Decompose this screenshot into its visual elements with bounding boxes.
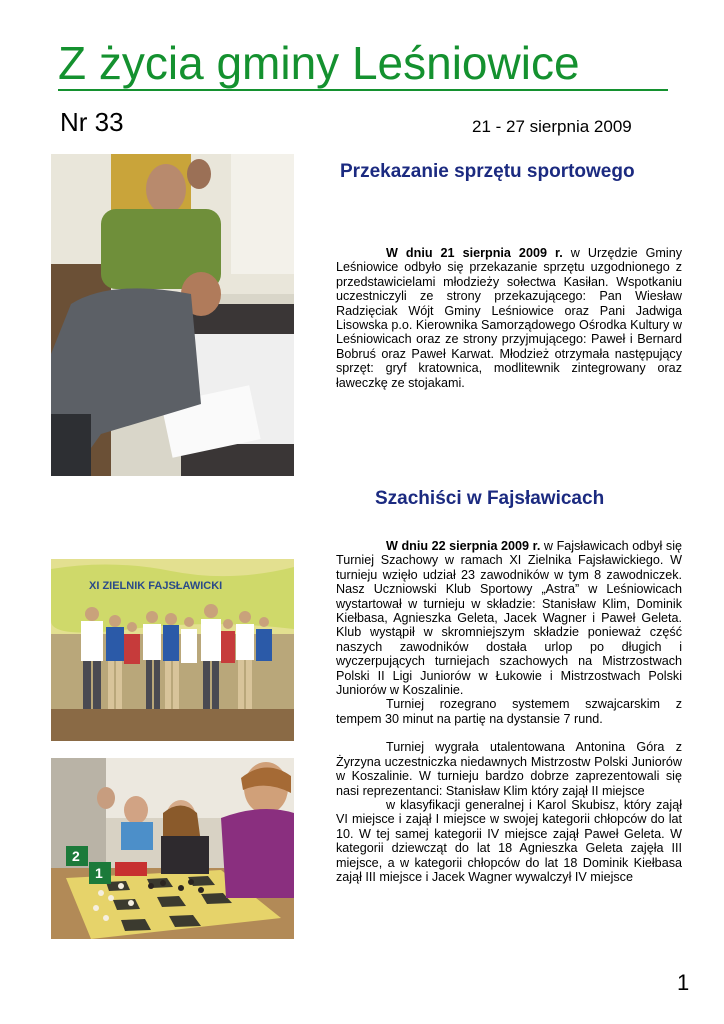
table-card-1: 1	[95, 865, 103, 881]
photo-chess-team	[51, 559, 294, 741]
article2-paragraph-1	[336, 539, 682, 697]
article1-body	[336, 246, 682, 390]
photo-equipment-handover	[51, 154, 294, 476]
article2-paragraph-3: Turniej wygrała utalentowana Antonina Góra z Żyrzyna uczestniczka niedawnych Mistrzostw Polski Juniorów w Koszalinie. W turnieju bardzo dobrze zaprezentowali się nasi reprezentanci: Stanisław Klim który zajął II miejsce	[336, 740, 682, 798]
article2-paragraph-4: w klasyfikacji generalnej i Karol Skubisz, który zajął VI miejsce i zajął I miejsce w swojej kategorii chłopców do lat 10. W tej samej kategorii IV miejsce zajął Paweł Geleta. W kategorii dziewcząt do lat 18 Agnieszka Geleta zajęła III miejsce, a w kategorii chłopców do lat 18 Dominik Kiełbasa zajął III miejsce i Jacek Wagner wywalczył IV miejsce	[336, 797, 682, 884]
article1-text: w Urzędzie Gminy Leśniowice odbyło się przekazanie sprzętu uzgodnionego z przedstawicielami młodzieży sołectwa Kasiłan. Wspotkaniu uczestniczyli ze strony przekazującego: Pan Wiesław Radzięciak Wójt Gminy Leśniowice oraz Pani Jadwiga Lisowska p.o. Kierownika Samorządowego Ośrodka Kultury w Leśniowicach oraz ze strony przyjmującego: Paweł i Bernard Bobruś oraz Paweł Karwat. Młodzież otrzymała następujący sprzęt: gryf kratownica, modlitewnik zintegrowany oraz ławeczkę ze stojakami.	[336, 246, 683, 390]
newsletter-title: Z życia gminy Leśniowice	[58, 38, 668, 91]
article1-paragraph	[336, 246, 682, 390]
issue-date: 21 - 27 sierpnia 2009	[472, 117, 632, 136]
article2-heading: Szachiści w Fajsławicach	[375, 488, 605, 509]
page-number: 1	[677, 970, 690, 995]
article2-body	[336, 539, 682, 884]
article1-date-lead: W dniu 21 sierpnia 2009 r.	[386, 246, 563, 260]
article2-paragraph-2: Turniej rozegrano systemem szwajcarskim z tempem 30 minut na partię na dystansie 7 rund.	[336, 697, 682, 726]
paragraph-spacer	[336, 726, 682, 740]
photo-chess-game	[51, 758, 294, 939]
issue-number: Nr 33	[60, 107, 124, 137]
article2-date-lead: W dniu 22 sierpnia 2009 r.	[386, 539, 541, 553]
banner-text: XI ZIELNIK FAJSŁAWICKI	[89, 580, 223, 592]
article2-text-1: w Fajsławicach odbył się Turniej Szachowy w ramach XI Zielnika Fajsławickiego. W turnieju wzięło udział 23 zawodników w tym 8 zawodniczek. Nasz Uczniowski Klub Sportowy „Astra” w Leśniowicach wystartował w turnieju w składzie: Stanisław Klim, Dominik Kiełbasa, Agnieszka Geleta, Jacek Wagner i Paweł Geleta. Klub wystąpił w skromniejszym składzie ponieważ część naszych zawodników dostała urlop po długich i wyczerpujących turniejach szachowych na Mistrzostwach Polski II Ligi Juniorów w Łukowie i Mistrzostwach Polski Juniorów w Koszalinie.	[336, 539, 683, 698]
article1-heading: Przekazanie sprzętu sportowego	[340, 161, 635, 182]
table-card-2: 2	[72, 848, 80, 864]
